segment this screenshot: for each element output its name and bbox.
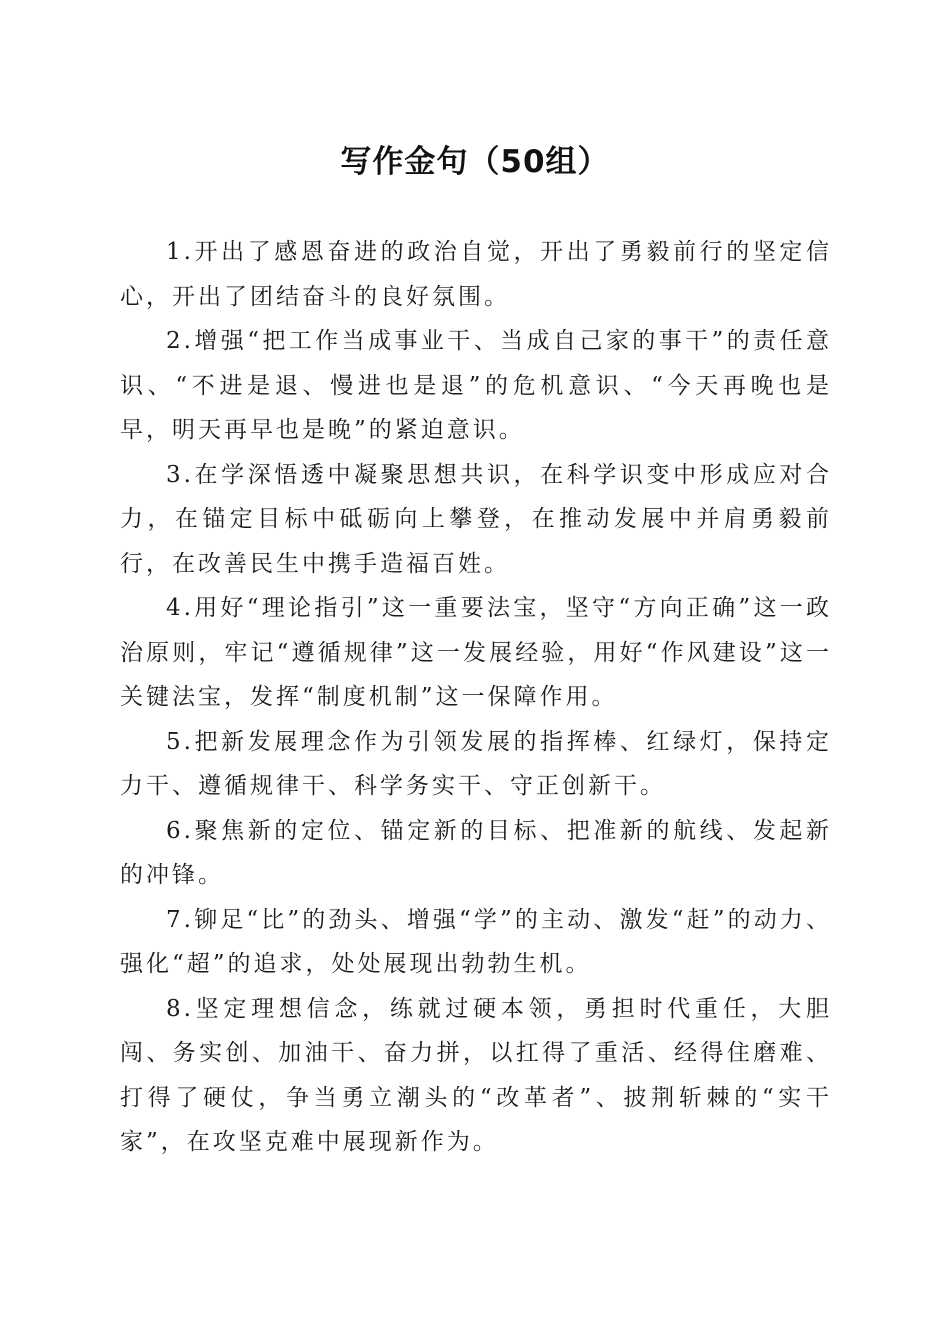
paragraph-8: 8.坚定理想信念，练就过硬本领，勇担时代重任，大胆闯、务实创、加油干、奋力拼，以扛得了重活、经得住磨难、打得了硬仗，争当勇立潮头的“改革者”、披荆斩棘的“实干家”，在攻坚克难中展现新作为。 bbox=[120, 995, 832, 1155]
paragraph-7: 7.铆足“比”的劲头、增强“学”的主动、激发“赶”的动力、强化“超”的追求，处处展现出勃勃生机。 bbox=[120, 906, 832, 977]
paragraph-2: 2.增强“把工作当成事业干、当成自己家的事干”的责任意识、“不进是退、慢进也是退”的危机意识、“今天再晚也是早，明天再早也是晚”的紧迫意识。 bbox=[120, 328, 832, 443]
paragraph-4: 4.用好“理论指引”这一重要法宝，坚守“方向正确”这一政治原则，牢记“遵循规律”这一发展经验，用好“作风建设”这一关键法宝，发挥“制度机制”这一保障作用。 bbox=[120, 595, 832, 710]
page-title: 写作金句（50组） bbox=[340, 144, 610, 180]
paragraph-3: 3.在学深悟透中凝聚思想共识，在科学识变中形成应对合力，在锚定目标中砥砺向上攀登，在推动发展中并肩勇毅前行，在改善民生中携手造福百姓。 bbox=[120, 461, 832, 577]
paragraph-6: 6.聚焦新的定位、锚定新的目标、把准新的航线、发起新的冲锋。 bbox=[120, 817, 832, 888]
paragraph-1: 1.开出了感恩奋进的政治自觉，开出了勇毅前行的坚定信心，开出了团结奋斗的良好氛围。 bbox=[120, 239, 832, 310]
document-body bbox=[120, 230, 832, 1165]
paragraph-5: 5.把新发展理念作为引领发展的指挥棒、红绿灯，保持定力干、遵循规律干、科学务实干、守正创新干。 bbox=[120, 728, 832, 799]
